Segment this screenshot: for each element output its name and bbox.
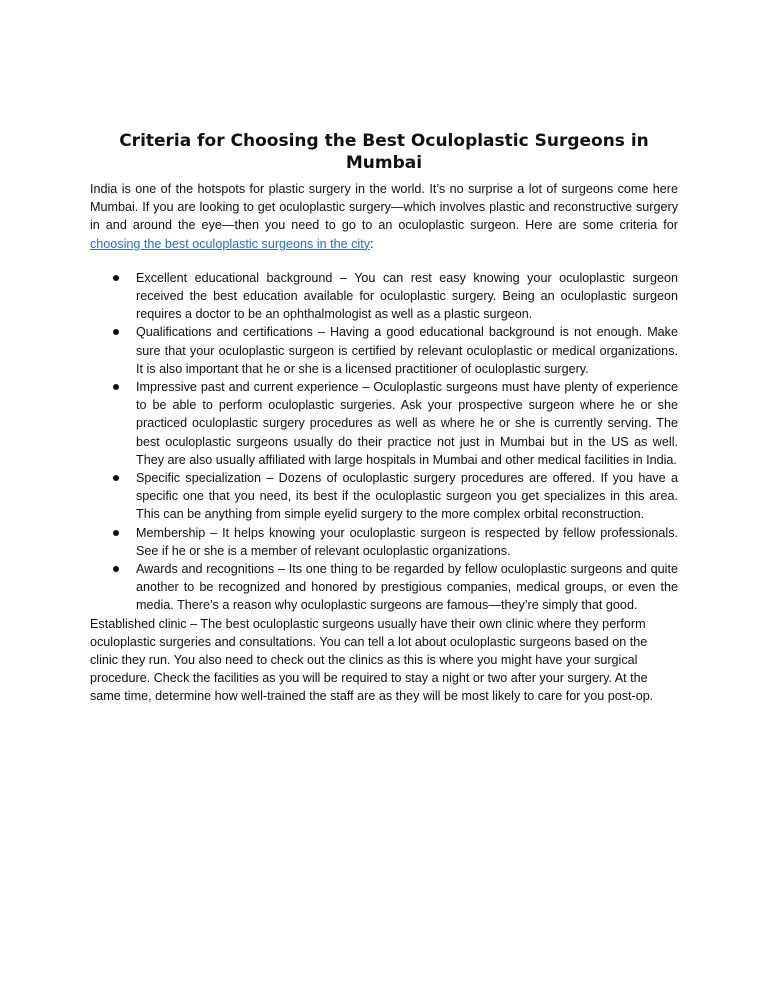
list-item — [90, 560, 678, 615]
bullet-icon — [113, 384, 119, 390]
bullet-icon — [113, 566, 119, 572]
list-item — [90, 378, 678, 469]
list-item — [90, 469, 678, 524]
bullet-icon — [113, 275, 119, 281]
bullet-icon — [113, 530, 119, 536]
list-item-text: Qualifications and certifications – Having a good educational background is not enough. Make sure that your oculoplastic surgeon is certified by relevant oculoplastic or medical organizations. It is also important that he or she is a licensed practitioner of oculoplastic surgery. — [136, 325, 678, 376]
list-item — [90, 524, 678, 560]
best-surgeons-link[interactable]: choosing the best oculoplastic surgeons in the city — [90, 236, 371, 251]
bullet-icon — [113, 329, 119, 335]
list-item-text: Awards and recognitions – Its one thing to be regarded by fellow oculoplastic surgeons and quite another to be recognized and honored by prestigious companies, medical groups, or even the media. There’s a reason why oculoplastic surgeons are famous—they’re simply that good. — [136, 562, 678, 613]
criteria-list — [90, 269, 678, 615]
bullet-icon — [113, 475, 119, 481]
list-item — [90, 269, 678, 324]
intro-paragraph — [90, 180, 678, 253]
intro-text: India is one of the hotspots for plastic surgery in the world. It’s no surprise a lot of surgeons come here Mumbai. If you are looking to get oculoplastic surgery—which involves plastic and reconstructive surgery in and around the eye—then you need to go to an oculoplastic surgeon. Here are some criteria for — [90, 182, 678, 233]
closing-paragraph: Established clinic – The best oculoplastic surgeons usually have their own clinic where they perform oculoplastic surgeries and consultations. You can tell a lot about oculoplastic surgeons based on the clinic they run. You also need to check out the clinics as this is where you might have your surgical procedure. Check the facilities as you will be required to stay a night or two after your surgery. At the same time, determine how well-trained the staff are as they will be most likely to care for you post-op. — [90, 616, 654, 704]
list-item-text: Specific specialization – Dozens of oculoplastic surgery procedures are offered. If you have a specific one that you need, its best if the oculoplastic surgeon you get specializes in this area. This can be anything from simple eyelid surgery to the more complex orbital reconstruction. — [136, 471, 678, 522]
list-item-text: Membership – It helps knowing your oculoplastic surgeon is respected by fellow professionals. See if he or she is a member of relevant oculoplastic organizations. — [136, 525, 678, 558]
list-item — [90, 323, 678, 378]
page-title: Criteria for Choosing the Best Oculoplastic Surgeons in Mumbai — [119, 131, 649, 173]
document-page — [90, 130, 678, 706]
list-item-text: Excellent educational background – You can rest easy knowing your oculoplastic surgeon received the best education available for oculoplastic surgery. Being an oculoplastic surgeon requires a doctor to be an ophthalmologist as well as a plastic surgeon. — [136, 270, 678, 322]
list-item-text: Impressive past and current experience – Oculoplastic surgeons must have plenty of experience to be able to perform oculoplastic surgeries. Ask your prospective surgeon where he or she practiced oculoplastic surgery procedures as well as where he or she is currently serving. The best oculoplastic surgeons usually do their practice not just in Mumbai but in the US as well. They are also usually affiliated with large hospitals in Mumbai and other medical facilities in India. — [136, 380, 678, 467]
intro-suffix: : — [370, 236, 374, 251]
